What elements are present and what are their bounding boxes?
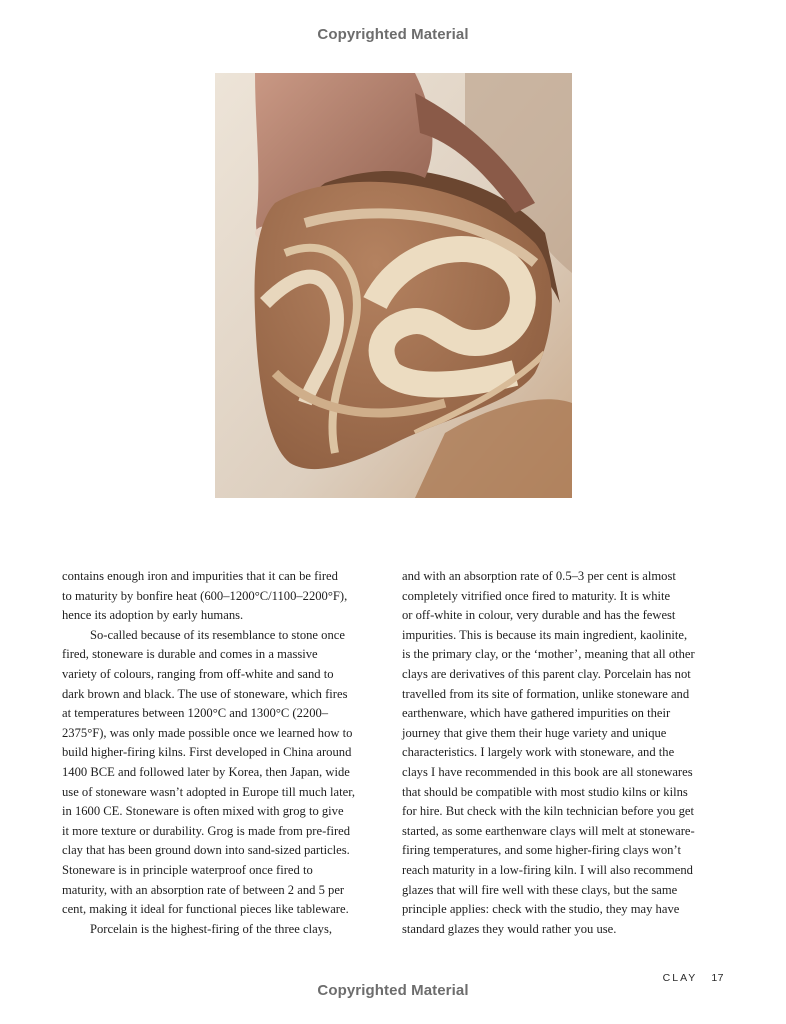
body-line: maturity, with an absorption rate of between 2 and 5 per [62,882,345,897]
body-line: to maturity by bonfire heat (600–1200°C/1100–2200°F), [62,588,348,603]
body-line: firing temperatures, and some higher-firing clays won’t [402,843,681,858]
body-line: earthenware, which have gathered impurities on their [402,706,671,721]
body-line: variety of colours, ranging from off-white and sand to [62,666,334,681]
body-line: characteristics. I largely work with stoneware, and the [402,745,675,760]
body-line: standard glazes they would rather you use. [402,921,617,936]
body-line: clays are derivatives of this parent clay. Porcelain has not [402,666,691,681]
body-line: journey that give them their huge variety and unique [402,725,667,740]
body-line: clays I have recommended in this book are all stonewares [402,764,693,779]
marbled-clay-photo [215,73,572,498]
copyright-watermark-bottom: Copyrighted Material [317,982,469,999]
paragraph-start-line: So-called because of its resemblance to stone once [90,627,345,642]
body-line: hence its adoption by early humans. [62,608,244,623]
body-line: at temperatures between 1200°C and 1300°C (2200– [62,706,329,721]
body-line: dark brown and black. The use of stoneware, which fires [62,686,348,701]
text-column-right [402,567,722,939]
body-line: for hire. But check with the kiln technician before you get [402,804,695,819]
body-line: cent, making it ideal for functional pieces like tableware. [62,902,349,917]
copyright-watermark-top: Copyrighted Material [317,26,469,43]
paragraph-start-line: Porcelain is the highest-firing of the three clays, [90,921,333,936]
body-line: or off-white in colour, very durable and has the fewest [402,608,676,623]
body-line: started, as some earthenware clays will melt at stoneware- [402,823,695,838]
body-line: completely vitrified once fired to maturity. It is white [402,588,671,603]
body-line: travelled from its site of formation, unlike stoneware and [402,686,690,701]
page-number: 17 [711,972,724,984]
body-line: impurities. This is because its main ingredient, kaolinite, [402,627,688,642]
body-line: in 1600 CE. Stoneware is often mixed with grog to give [62,804,344,819]
body-line: is the primary clay, or the ‘mother’, meaning that all other [402,647,695,662]
body-line: 2375°F), was only made possible once we learned how to [62,725,353,740]
body-line: clay that has been ground down into sand-sized particles. [62,843,350,858]
body-line: build higher-firing kilns. First developed in China around [62,745,352,760]
body-line: and with an absorption rate of 0.5–3 per cent is almost [402,569,676,583]
body-line: use of stoneware wasn’t adopted in Europe till much later, [62,784,356,799]
body-line: glazes that will fire well with these clays, but the same [402,882,678,897]
running-section-title: CLAY [662,972,698,984]
body-line: Stoneware is in principle waterproof once fired to [62,862,313,877]
body-line: reach maturity in a low-firing kiln. I will also recommend [402,862,693,877]
body-line: 1400 BCE and followed later by Korea, then Japan, wide [62,764,350,779]
body-line: fired, stoneware is durable and comes in a massive [62,647,318,662]
text-column-left [62,567,382,939]
body-line: that should be compatible with most studio kilns or kilns [402,784,688,799]
body-line: it more texture or durability. Grog is made from pre-fired [62,823,351,838]
body-line: contains enough iron and impurities that it can be fired [62,569,338,583]
body-line: principle applies: check with the studio, they may have [402,902,680,917]
